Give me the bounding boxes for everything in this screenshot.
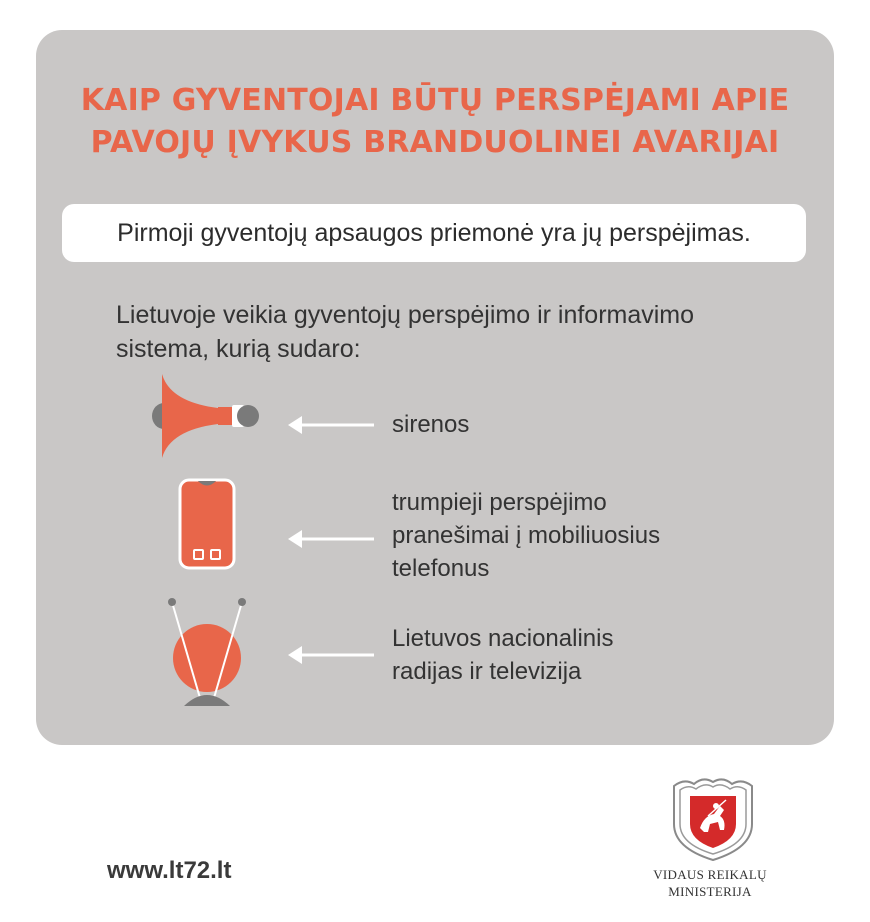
arrow-left-icon [288, 414, 374, 436]
title-line-1: KAIP GYVENTOJAI BŪTŲ PERSPĖJAMI APIE [80, 83, 790, 118]
website-link[interactable]: www.lt72.lt [107, 857, 232, 884]
label-line: radijas ir televizija [392, 658, 582, 685]
label-line: trumpieji perspėjimo [392, 489, 607, 516]
ministry-name [630, 866, 790, 900]
coat-of-arms-icon [668, 776, 758, 862]
label-line: telefonus [392, 555, 490, 582]
intro-text [116, 298, 796, 366]
intro-line-1: Lietuvoje veikia gyventojų perspėjimo ir informavimo [116, 301, 695, 329]
list-item-label-sms [392, 486, 660, 585]
page-title [36, 80, 834, 164]
arrow-left-icon [288, 644, 374, 666]
radio-tv-antenna-icon [162, 594, 252, 710]
arrow-left-icon [288, 528, 374, 550]
list-item-label-radio-tv [392, 622, 613, 688]
ministry-line-1: VIDAUS REIKALŲ [653, 867, 767, 882]
list-item-label-sirens [392, 408, 469, 441]
highlight-banner [62, 204, 806, 262]
label-line: pranešimai į mobiliuosius [392, 522, 661, 549]
info-card [36, 30, 834, 745]
siren-icon [148, 372, 264, 460]
label-line: sirenos [392, 411, 470, 438]
banner-text: Pirmoji gyventojų apsaugos priemonė yra jų perspėjimas. [117, 219, 751, 247]
title-line-2: PAVOJŲ ĮVYKUS BRANDUOLINEI AVARIJAI [90, 125, 780, 160]
label-line: Lietuvos nacionalinis [392, 625, 614, 652]
intro-line-2: sistema, kurią sudaro: [116, 335, 361, 363]
ministry-line-2: MINISTERIJA [668, 884, 752, 899]
mobile-phone-icon [178, 478, 236, 570]
